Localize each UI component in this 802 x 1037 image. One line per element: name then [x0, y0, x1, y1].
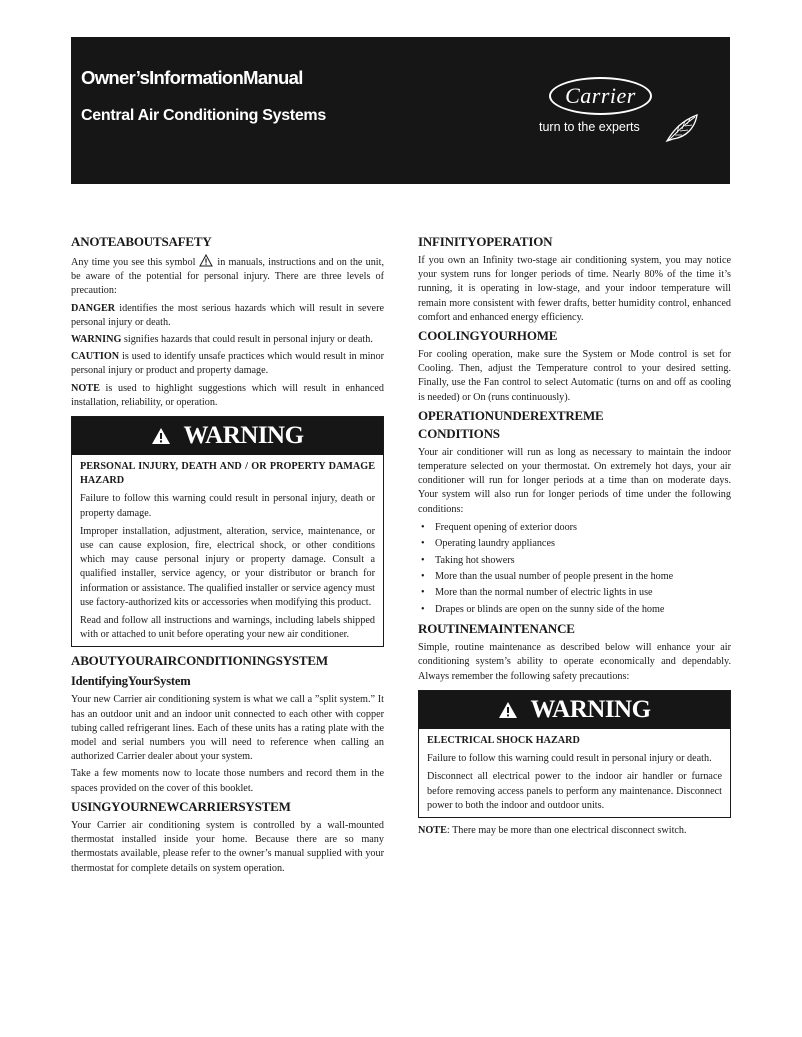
warning-box-body	[419, 729, 730, 817]
safety-intro-a: Any time you see this symbol	[71, 257, 196, 268]
note-definition	[71, 382, 384, 410]
safety-heading: ANOTEABOUTSAFETY	[71, 234, 212, 249]
using-paragraph: Your Carrier air conditioning system is controlled by a wall-mounted thermostat installed inside your home. Because there are so many thermostats available, please refer to the owner’s manual supplied with your thermostat for complete details on system operation.	[71, 819, 384, 874]
using-heading: USINGYOURNEWCARRIERSYSTEM	[71, 798, 291, 814]
note-term: NOTE	[71, 382, 100, 394]
warning-triangle-icon	[498, 701, 518, 719]
logo-tagline: turn to the experts	[539, 120, 640, 134]
warning-box-header	[72, 417, 383, 455]
cooling-heading: COOLINGYOURHOME	[418, 328, 558, 344]
conditions-list	[418, 520, 731, 618]
danger-text: identifies the most serious hazards which will result in severe personal injury or death.	[71, 302, 384, 328]
final-note	[418, 824, 731, 838]
list-item: • More than the usual number of people present in the home	[418, 569, 731, 585]
left-column	[71, 232, 384, 879]
warning-box-personal-injury	[71, 416, 384, 647]
maintenance-heading: ROUTINEMAINTENANCE	[418, 621, 575, 637]
list-item: • Frequent opening of exterior doors	[418, 520, 731, 536]
manual-subtitle: Central Air Conditioning Systems	[81, 107, 326, 124]
warning-paragraph: Improper installation, adjustment, alteration, service, maintenance, or use can cause explosion, fire, electrical shock, or other conditions which may cause personal injury or property damage. Consult a qualified installer, service agency, or your distributor or branch for information or assistance. The qualified installer or service agency must use factory-authorized kits or accessories when modifying this product.	[80, 525, 375, 608]
note-term: NOTE	[418, 824, 447, 836]
warning-box-header	[419, 691, 730, 729]
warning-label: WARNING	[183, 421, 304, 449]
warning-term: WARNING	[71, 334, 122, 346]
warning-text: signifies hazards that could result in personal injury or death.	[121, 334, 373, 346]
extreme-heading-line2: CONDITIONS	[418, 425, 500, 441]
logo-oval	[549, 77, 652, 115]
note-text: is used to highlight suggestions which will result in enhanced installation, reliability, or operation.	[71, 382, 384, 408]
identifying-subheading: IdentifyingYourSystem	[71, 674, 191, 689]
safety-intro	[71, 254, 384, 299]
list-item: • Drapes or blinds are open on the sunny side of the home	[418, 602, 731, 618]
caution-definition	[71, 350, 384, 378]
note-text: : There may be more than one electrical disconnect switch.	[446, 824, 687, 836]
hazard-title: PERSONAL INJURY, DEATH AND / OR PROPERTY DAMAGE HAZARD	[80, 461, 375, 487]
caution-term: CAUTION	[71, 351, 120, 363]
list-item: • More than the normal number of electric lights in use	[418, 585, 731, 601]
warning-box-body	[72, 455, 383, 646]
danger-definition	[71, 302, 384, 330]
warning-triangle-icon	[151, 427, 171, 445]
manual-title: Owner’sInformationManual	[81, 67, 303, 88]
warning-paragraph: Failure to follow this warning could result in personal injury or death.	[427, 753, 712, 765]
cooling-paragraph: For cooling operation, make sure the System or Mode control is set for Cooling. Then, adjust the Temperature control to your desired setting. Finally, use the Fan control to select Automatic (turns on and off as cooling is needed) or On (runs continuously).	[418, 349, 731, 403]
maintenance-paragraph: Simple, routine maintenance as described below will enhance your air conditioning system’s ability to operate economically and dependably. Always remember the following safety precautions:	[418, 642, 731, 682]
warning-label: WARNING	[530, 695, 651, 723]
infinity-paragraph: If you own an Infinity two-stage air conditioning system, you may notice your system runs for longer periods of time. Nearly 80% of the time it’s running, it is operating in low-stage, and your indoor temperature will remain more consistent with fewer drafts, better humidity control, enhanced comfort and enhanced energy efficiency.	[418, 255, 731, 323]
warning-triangle-icon	[199, 254, 213, 267]
list-item: • Taking hot showers	[418, 553, 731, 569]
warning-paragraph: Read and follow all instructions and warnings, including labels shipped with or attached to unit before operating your new air conditioner.	[80, 615, 375, 641]
list-item: • Operating laundry appliances	[418, 536, 731, 552]
caution-text: is used to identify unsafe practices which would result in minor personal injury or product and property damage.	[71, 351, 384, 377]
carrier-logo	[537, 77, 707, 147]
infinity-heading: INFINITYOPERATION	[418, 234, 553, 249]
warning-definition	[71, 333, 384, 347]
right-column	[418, 232, 731, 841]
warning-paragraph: Disconnect all electrical power to the indoor air handler or furnace before removing access panels to perform any maintenance. Disconnect power to both the indoor and outdoor units.	[427, 771, 722, 811]
about-paragraph: Your new Carrier air conditioning system is what we call a ”split system.” It has an outdoor unit and an indoor unit connected to each other with copper tubing called refrigerant lines. Each of these units has a rating plate with the model and serial numbers you will need to reference when calling an authorized Carrier dealer about your system.	[71, 694, 384, 763]
leaf-icon	[665, 113, 699, 143]
about-heading: ABOUTYOURAIRCONDITIONINGSYSTEM	[71, 653, 328, 669]
danger-term: DANGER	[71, 302, 116, 314]
safety-intro-b: in manuals, instructions and on the unit, be aware of the potential for personal injury. There are three levels of precaution:	[71, 257, 384, 297]
warning-paragraph: Failure to follow this warning could result in personal injury, death or property damage.	[80, 493, 375, 519]
hazard-title: ELECTRICAL SHOCK HAZARD	[427, 734, 580, 746]
header-banner	[71, 37, 730, 184]
warning-box-electrical-shock	[418, 690, 731, 818]
extreme-paragraph: Your air conditioner will run as long as necessary to maintain the indoor temperature selected on your thermostat. On extremely hot days, your air conditioner will run for longer periods at a time than on moderate days. Your system will also run for longer periods of time under the following conditions:	[418, 446, 731, 515]
about-paragraph: Take a few moments now to locate those numbers and record them in the spaces provided on the cover of this booklet.	[71, 768, 384, 794]
extreme-heading-line1: OPERATIONUNDEREXTREME	[418, 407, 604, 423]
logo-wordmark: Carrier	[565, 83, 636, 108]
